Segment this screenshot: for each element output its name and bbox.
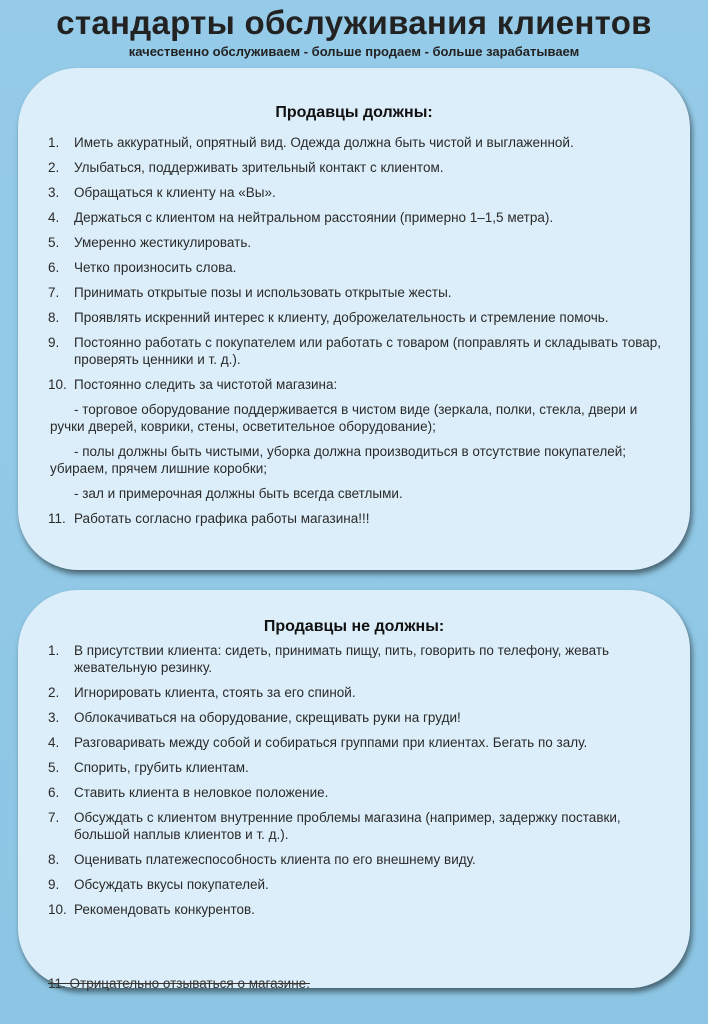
list-item	[48, 134, 666, 151]
item-text: Умеренно жестикулировать.	[74, 235, 252, 250]
must-list	[18, 134, 690, 393]
list-item	[48, 876, 666, 893]
item-number: 8.	[48, 310, 60, 325]
list-item	[48, 709, 666, 726]
must-not-heading: Продавцы не должны:	[263, 618, 445, 635]
item-number: 2.	[48, 160, 60, 175]
list-item	[48, 809, 666, 843]
item-text: Разговаривать между собой и собираться группами при клиентах. Бегать по залу.	[74, 735, 588, 750]
item-number: 4.	[48, 210, 60, 225]
item-number: 1.	[48, 643, 60, 658]
list-item	[48, 159, 666, 176]
item-number: 3.	[48, 710, 60, 725]
item-number: 7.	[48, 285, 60, 300]
item-number: 8.	[48, 852, 60, 867]
must-panel	[18, 68, 690, 570]
item-text: Облокачиваться на оборудование, скрещивать руки на груди!	[74, 710, 461, 725]
item-number: 1.	[48, 135, 60, 150]
item-number: 6.	[48, 260, 60, 275]
list-item	[48, 184, 666, 201]
item-text: Иметь аккуратный, опрятный вид. Одежда должна быть чистой и выглаженной.	[74, 135, 574, 150]
item-number: 11.	[48, 511, 66, 526]
item-text: Обсуждать с клиентом внутренние проблемы магазина (например, задержку поставки, большой наплыв клиентов и т. д.).	[74, 810, 621, 842]
list-item	[48, 734, 666, 751]
item-text: Оценивать платежеспособность клиента по его внешнему виду.	[74, 852, 476, 867]
list-item	[48, 901, 666, 918]
item-text: Проявлять искренний интерес к клиенту, доброжелательность и стремление помочь.	[74, 310, 609, 325]
list-item	[48, 642, 666, 676]
item-number: 7.	[48, 810, 60, 825]
sub-item: - торговое оборудование поддерживается в чистом виде (зеркала, полки, стекла, двери и ручки дверей, коврики, стены, осветительное оборудование);	[50, 402, 638, 434]
must-not-list	[18, 642, 690, 918]
item-text: Обращаться к клиенту на «Вы».	[74, 185, 276, 200]
item-text: В присутствии клиента: сидеть, принимать пищу, пить, говорить по телефону, жевать жевательную резинку.	[74, 643, 610, 675]
list-item	[48, 784, 666, 801]
item-number: 5.	[48, 760, 60, 775]
item-number: 4.	[48, 735, 60, 750]
item-text: Постоянно следить за чистотой магазина:	[74, 377, 338, 392]
item-text: Ставить клиента в неловкое положение.	[74, 785, 329, 800]
must-heading: Продавцы должны:	[275, 104, 433, 121]
list-item	[48, 759, 666, 776]
item-text: Принимать открытые позы и использовать открытые жесты.	[74, 285, 452, 300]
list-item	[48, 309, 666, 326]
item-text: Постоянно работать с покупателем или работать с товаром (поправлять и складывать товар, проверять ценники и т. д.).	[74, 335, 662, 367]
item-text: Рекомендовать конкурентов.	[74, 902, 255, 917]
item-text: Игнорировать клиента, стоять за его спиной.	[74, 685, 356, 700]
list-item	[48, 234, 666, 251]
must-not-panel	[18, 590, 690, 988]
sub-item: - полы должны быть чистыми, уборка должна производиться в отсутствие покупателей; убираем, прячем лишние коробки;	[50, 444, 627, 476]
item-number: 6.	[48, 785, 60, 800]
list-item	[48, 376, 666, 393]
item-text: Улыбаться, поддерживать зрительный контакт с клиентом.	[74, 160, 444, 175]
item-number: 9.	[48, 877, 60, 892]
item-number: 10.	[48, 902, 67, 917]
list-item	[48, 334, 666, 368]
page-title: стандарты обслуживания клиентов	[56, 4, 652, 41]
item-number: 3.	[48, 185, 60, 200]
list-item	[48, 284, 666, 301]
must-not-last-item: 11. Отрицательно отзываться о магазине.	[48, 976, 310, 991]
item-number: 10.	[48, 377, 67, 392]
list-item	[48, 684, 666, 701]
page-subtitle: качественно обслуживаем - больше продаем - больше зарабатываем	[128, 44, 580, 59]
sub-item: - зал и примерочная должны быть всегда светлыми.	[74, 486, 403, 501]
list-item	[48, 209, 666, 226]
item-text: Спорить, грубить клиентам.	[74, 760, 249, 775]
list-item	[48, 510, 666, 527]
item-text: Обсуждать вкусы покупателей.	[74, 877, 269, 892]
item-number: 5.	[48, 235, 60, 250]
item-number: 9.	[48, 335, 60, 350]
item-text: Четко произносить слова.	[74, 260, 237, 275]
list-item	[48, 851, 666, 868]
item-text: Работать согласно графика работы магазина!!!	[74, 511, 370, 526]
item-text: Держаться с клиентом на нейтральном расстоянии (примерно 1–1,5 метра).	[74, 210, 554, 225]
list-item	[48, 259, 666, 276]
item-number: 2.	[48, 685, 60, 700]
